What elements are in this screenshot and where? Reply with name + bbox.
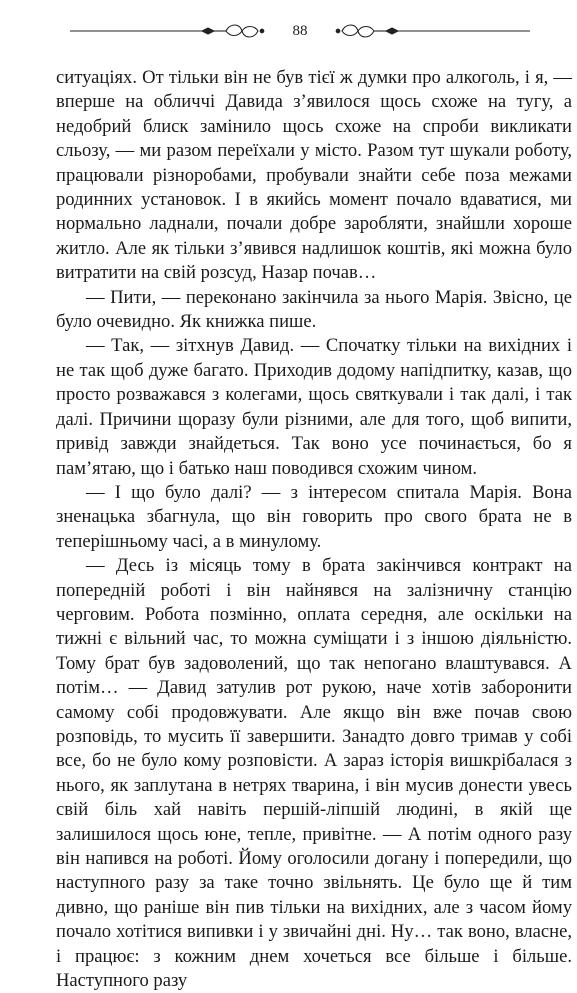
page-header — [70, 20, 530, 42]
paragraph: — Так, — зітхнув Давид. — Спочатку тільки на вихідних і не так щоб дуже багато. Приходив додому напідпитку, казав, що просто розважався з колегами, щось святкували і так далі, і так далі. Причини щоразу були різними, але для того, щоб випити, привід завжди знайдеться. Так воно усе починається, бо я пам’ятаю, що і батько наш поводився схожим чином. — [56, 335, 572, 479]
paragraph: — Десь із місяць тому в брата закінчився контракт на попередній роботі і він найнявся на залізничну станцію черговим. Робота позмінно, оплата середня, але оскільки на тижні є вільний час, то можна суміщати і з іншою діяльністю. Тому брат був задоволений, що так непогано влаштувався. А потім… — Давид затулив рот рукою, наче хотів заборонити самому собі продовжувати. Але якщо він вже почав свою розповідь, то мусить її завершити. Занадто довго тримав у собі все, бо не було кому розповісти. А зараз історія вишкрібалася з нього, як заплутана в нетрях тварина, і він мусив донести увесь свій біль хай навіть першій-ліпшій людині, в якій ще залишилося щось юне, тепле, привітне. — А потім одного разу він напився на роботі. Йому оголосили догану і попередили, що наступного разу за таке точно звільнять. Це було ще й тим дивно, що раніше він пив тільки на вихідних, але з часом йому почало хотітися випивки і у звичайні дні. Ну… так воно, власне, і працює: з кожним днем хочеться все більше і більше. Наступного разу — [56, 555, 572, 992]
page-number: 88 — [292, 23, 308, 39]
paragraph: — Пити, — переконано закінчила за нього Марія. Звісно, це було очевидно. Як книжка пише. — [56, 286, 572, 333]
paragraph: ситуаціях. От тільки він не був тієї ж думки про алкоголь, і я, — вперше на обличчі Давида з’явилося щось схоже на тугу, а недобрий блиск замінило щось схоже на спроби викликати сльозу, — ми разом переїхали у місто. Разом тут шукали роботу, працювали різноробами, пробували знайти себе поза межами родинних установок. І в якийсь момент почало вдаватися, ми нормально ладнали, почали добре заробляти, знайшли хороше житло. Але як тільки з’явився надлишок коштів, які можна було витратити на свій розсуд, Назар почав… — [56, 67, 572, 284]
body-text — [56, 66, 572, 993]
paragraph: — І що було далі? — з інтересом спитала Марія. Вона зненацька збагнула, що він говорить про свого брата не в теперішньому часі, а в минулому. — [56, 481, 572, 552]
